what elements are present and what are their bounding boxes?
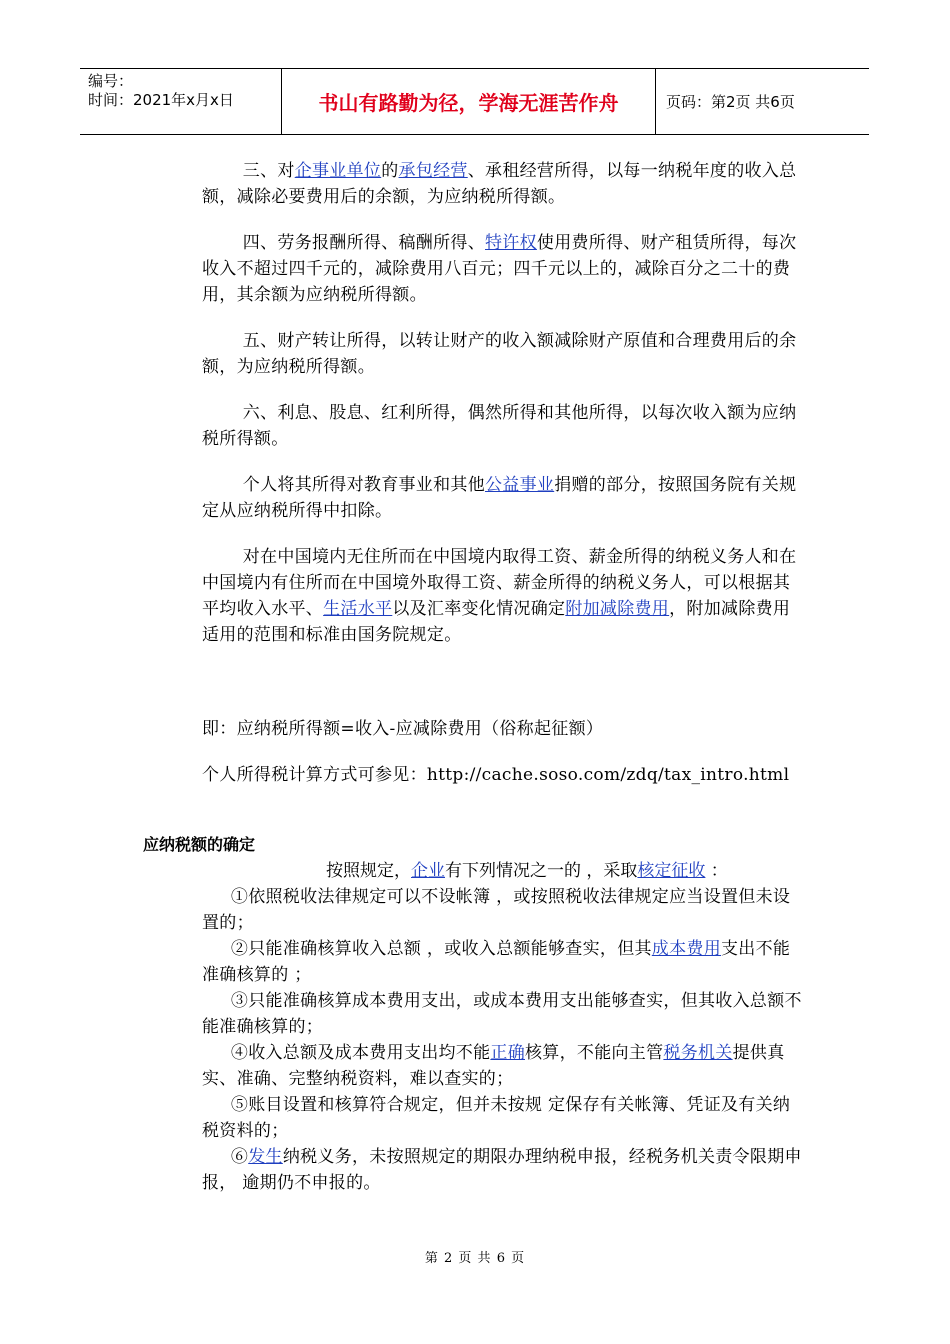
main-content (202, 158, 806, 788)
text: 纳税义务，未按照规定的期限办理纳税申报，经税务机关责令限期申报， 逾期仍不申报的。 (202, 1147, 802, 1193)
link-occur[interactable]: 发生 (248, 1147, 283, 1167)
text: 三、对 (242, 161, 295, 181)
page-footer: 第 2 页 共 6 页 (424, 1251, 526, 1266)
link-contract-operation[interactable]: 承包经营 (398, 161, 468, 181)
condition-list (202, 884, 806, 1196)
link-enterprise[interactable]: 企业 (411, 861, 445, 881)
link-franchise[interactable]: 特许权 (485, 233, 537, 253)
text: ，附加减除费用适用的范围和标准由国务院规定。 (202, 599, 791, 645)
text: 个人将其所得对教育事业和其他 (242, 475, 485, 495)
text: 、承租经营所得，以每一纳税年度的收入总额，减除必要费用后的余额，为应纳税所得额。 (202, 161, 797, 207)
list-item: ③只能准确核算成本费用支出，或成本费用支出能够查实，但其收入总额不能准确核算的； (202, 991, 802, 1037)
text: 支出不能准确核算的 ； (202, 939, 791, 985)
link-living-standard[interactable]: 生活水平 (323, 599, 393, 619)
text: 核算，不能向主管 (525, 1043, 664, 1063)
list-item (202, 1040, 806, 1092)
link-cost-expense[interactable]: 成本费用 (651, 939, 721, 959)
list-item: ①依照税收法律规定可以不设帐簿 ，或按照税收法律规定应当设置但未设置的； (202, 887, 791, 933)
text: ②只能准确核算收入总额 ，或收入总额能够查实，但其 (230, 939, 652, 959)
paragraph-3 (202, 158, 806, 210)
section-intro (326, 858, 728, 884)
header-page-label: 页码：第2页 共6页 (666, 93, 795, 111)
time-label: 时间：2021年x月x日 (88, 91, 234, 109)
text: 提供真实、准确、完整纳税资料，难以查实的； (202, 1043, 785, 1089)
header-table (80, 68, 869, 135)
paragraph-6: 六、利息、股息、红利所得，偶然所得和其他所得，以每次收入额为应纳税所得额。 (202, 403, 797, 449)
paragraph-donation (202, 472, 806, 524)
reference: 个人所得税计算方式可参见：http://cache.soso.com/zdq/tax_intro.html (202, 765, 790, 785)
text: ④收入总额及成本费用支出均不能 (230, 1043, 491, 1063)
text: 的 (381, 161, 399, 181)
section-title: 应纳税额的确定 (143, 835, 256, 854)
text: ： (705, 861, 728, 881)
text: 对在中国境内无住所而在中国境内取得工资、薪金所得的纳税义务人和在中国境内有住所而在中国境外取得工资、薪金所得的纳税义务人，可以根据其平均收入水平、 (202, 547, 797, 619)
header-meta (80, 69, 282, 134)
text: 四、劳务报酬所得、稿酬所得、 (242, 233, 485, 253)
text: 使用费所得、财产租赁所得，每次收入不超过四千元的，减除费用八百元；四千元以上的，减除百分之二十的费用，其余额为应纳税所得额。 (202, 233, 797, 305)
text: 以及汇率变化情况确定 (392, 599, 566, 619)
spacer (202, 668, 806, 716)
list-item (202, 936, 806, 988)
paragraph-foreign (202, 544, 806, 648)
text: 有下列情况之一的 ，采取 (445, 861, 638, 881)
code-label: 编号： (88, 72, 134, 90)
link-assessed-collection[interactable]: 核定征收 (637, 861, 706, 881)
link-additional-deduction[interactable]: 附加减除费用 (565, 599, 670, 619)
text: 捐赠的部分，按照国务院有关规定从应纳税所得中扣除。 (202, 475, 797, 521)
text: 按照规定， (326, 861, 411, 881)
paragraph-5: 五、财产转让所得，以转让财产的收入额减除财产原值和合理费用后的余额，为应纳税所得额。 (202, 331, 797, 377)
header-motto: 书山有路勤为径，学海无涯苦作舟 (282, 69, 656, 134)
link-correct[interactable]: 正确 (490, 1043, 525, 1063)
text: ⑥ (230, 1147, 249, 1167)
link-enterprise-unit[interactable]: 企事业单位 (294, 161, 382, 181)
paragraph-4 (202, 230, 806, 308)
list-item (202, 1144, 806, 1196)
list-item: ⑤账目设置和核算符合规定，但并未按规 定保存有关帐簿、凭证及有关纳税资料的； (202, 1095, 791, 1141)
formula: 即：应纳税所得额=收入-应减除费用（俗称起征额） (202, 719, 604, 739)
link-public-welfare[interactable]: 公益事业 (485, 475, 555, 495)
link-tax-authority[interactable]: 税务机关 (663, 1043, 733, 1063)
